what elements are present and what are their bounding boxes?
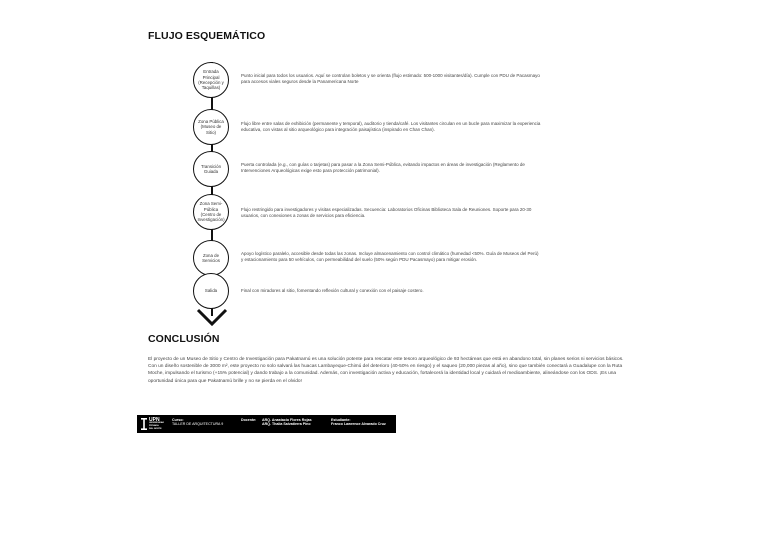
footer-bar	[137, 415, 396, 433]
flow-desc-zona-semipublica: Flujo restringido para investigadores y visitas especializadas. Secuencia: Laboratorios Oficinas Biblioteca Sala de Reuniones. Soporte para 20-30 usuarios, con conexiones a zonas de servicios para eficiencia.	[241, 207, 532, 219]
flow-node-salida: Salida	[193, 273, 229, 309]
logo-text-3: PRIVADA	[149, 425, 159, 427]
flow-node-transicion: Transición Guiada	[193, 151, 229, 187]
teacher-2: ARQ. Thalia Salvatierra Pino	[262, 422, 311, 427]
upn-logo-icon	[141, 418, 147, 430]
flow-desc-entrada: Punto inicial para todos los usuarios. Aquí se controlan boletos y se orienta (flujo estimado: 500-1000 visitantes/día). Cumple con PDU de Pacasmayo para accesos viales seguros desde la Panamericana Norte	[241, 73, 540, 85]
flow-node-zona-publica: Zona Pública (Museo de Sitio)	[193, 109, 229, 145]
flow-node-servicios: Zona de Servicios	[193, 240, 229, 276]
flow-node-zona-semipublica: Zona Semi-Pública (Centro de Investigación)	[193, 194, 229, 230]
logo-text-1: UPN	[149, 417, 160, 423]
conclusion-text: El proyecto de un Museo de Sitio y Centro de Investigación para Pakatnamú es una solución potente para rescatar este tesoro arqueológico de 93 hectáreas que está en abandono total, sin planes serios ni servicios básicos. Con un diseño sostenible de 3000 m², este proyecto no solo salvará las huacas Lambayeque-Chimú del deterioro (40-50% en riesgo) y el saqueo (20,000 piezas al año), sino que también conectará a Guadalupe con la Ruta Moche, impulsando el turismo (+15% potencial) y dando trabajo a la comunidad. Además, con investigación activa y educación, fortalecerá la identidad local y cuidará el medioambiente, alineándose con los ODS. ¡Es una oportunidad única para que Pakatnamú brille y no se pierda en el olvido!	[148, 357, 624, 384]
student-label: Estudiante:	[331, 417, 351, 422]
course-value: TALLER DE ARQUITECTURA 9	[172, 422, 224, 427]
logo-text-2: UNIVERSIDAD	[149, 422, 165, 425]
flow-arrow-icon	[196, 308, 228, 326]
teacher-1: ARQ. Anastacio Flores Rojas	[262, 417, 312, 422]
logo-text-4: DEL NORTE	[149, 427, 162, 430]
flow-desc-servicios: Apoyo logístico paralelo, accesible desde todas las zonas. Incluye almacenamiento con control climático (humedad <50%. Guía de Museos del Perú) y estacionamiento para 50 vehículos, con permeabilidad del suelo (50% según PDU Pacasmayo) para mitigar erosión.	[241, 251, 539, 263]
flow-title: FLUJO ESQUEMÁTICO	[148, 30, 266, 42]
flow-node-entrada: Entrada Principal (Recepción y Taquillas)	[193, 62, 229, 98]
upn-logo	[141, 417, 163, 431]
teacher-label: Docente:	[241, 417, 257, 422]
student-value: Franco Lawrence Alvarado Cruz	[331, 422, 386, 427]
flow-desc-transicion: Puerta controlada (e.g., con guías o tarjetas) para pasar a la Zona Semi-Pública, evitando impactos en áreas de investigación (Reglamento de Intervenciones Arqueológicas exige esto para protección patrimonial).	[241, 162, 525, 174]
conclusion-title: CONCLUSIÓN	[148, 333, 220, 345]
flow-desc-zona-publica: Flujo libre entre salas de exhibición (permanente y temporal), auditorio y tienda/café. Los visitantes circulan en un bucle para maximizar la experiencia educativa, con vistas al sitio arqueológico para integración paisajística (inspirado en Chan Chan).	[241, 121, 541, 133]
flow-desc-salida: Final con miradores al sitio, fomentando reflexión cultural y conexión con el paisaje costero.	[241, 288, 424, 293]
course-label: Curso:	[172, 417, 184, 422]
